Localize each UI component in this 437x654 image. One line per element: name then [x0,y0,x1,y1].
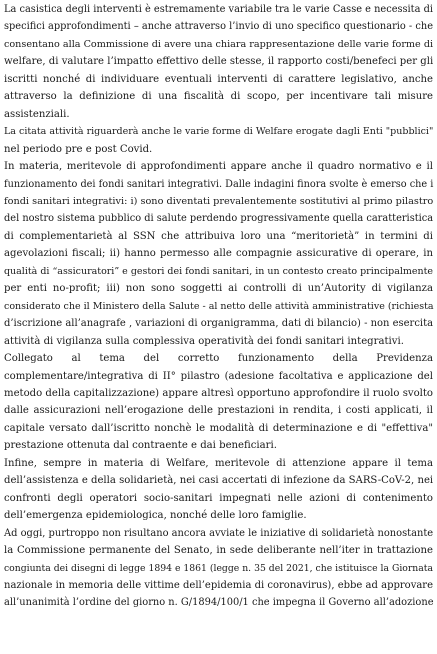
text-line: assistenziali. [4,108,70,120]
text-line: iscritti nonché di individuare eventuali interventi di carattere legislativo, anche [4,73,433,85]
text-line: specifici approfondimenti – anche attraverso l’invio di uno specifico questionario - che [4,21,433,33]
text-line: dell’emergenza epidemiologica, nonché delle loro famiglie. [4,510,307,522]
text-line: agevolazioni fiscali; ii) hanno permesso alle compagnie assicurative di operare, in [4,248,433,260]
text-line: dell’assistenza e della solidarietà, nei casi accertati di infezione da SARS-CoV-2, nei [4,475,434,487]
text-line: qualità di “assicuratori” e gestori dei fondi sanitari, in un contesto creato principalmente [4,265,433,277]
text-line: consentano alla Commissione di avere una chiara rappresentazione delle varie forme di [4,38,434,50]
text-line: nazionale in memoria delle vittime dell’epidemia di coronavirus), ebbe ad approvare [4,579,433,591]
text-line: considerato che il Ministero della Salute - al netto delle attività amministrative (richiesta [4,300,434,312]
text-line: congiunta dei disegni di legge 1894 e 1861 (legge n. 35 del 2021, che istituisce la Giornata [4,562,433,574]
paragraph-previdenza [4,350,433,455]
text-line: In materia, meritevole di approfondimenti appare anche il quadro normativo e il [4,161,433,173]
text-line: complementare/integrativa di II° pilastro (adesione facoltativa e applicazione del [4,370,433,382]
document-page [4,1,433,612]
paragraph-iniziative [4,525,433,612]
text-line: fondi sanitari integrativi: i) sono diventati prevalentemente sostitutivi al primo pilastro [4,195,434,207]
text-line: la Commissione permanente del Senato, in sede deliberante nell’iter in trattazione [4,545,433,557]
text-line: Infine, sempre in materia di Welfare, meritevole di attenzione appare il tema [4,457,433,469]
text-line: attraverso la definizione di una fiscalità di scopo, per incentivare tali misure [4,91,433,103]
text-line: funzionamento dei fondi sanitari integrativi. Dalle indagini finora svolte è emerso che i [4,178,434,190]
text-line: La casistica degli interventi è estremamente variabile tra le varie Casse e necessita di [4,4,433,15]
text-line: welfare, di valutare l’impatto effettivo delle stesse, il rapporto costi/benefeci per gli [4,56,434,68]
text-line: capitale versato dall’iscritto nonchè le modalità di determinazione e di "effettiva" [4,422,433,434]
paragraph-welfare-enti [4,123,433,158]
text-line: metodo della capitalizzazione) appare altresì opportuno approfondire il ruolo svolto [4,387,434,399]
text-line: prestazione ottenuta dal contraente e dai beneficiari. [4,440,277,452]
paragraph-casistica [4,1,433,123]
text-line: per enti no-profit; iii) non sono soggetti ai controlli di un’Autority di vigilanza [4,283,433,295]
text-line: attività di vigilanza sulla complessiva operatività dei fondi sanitari integrativi. [4,335,404,347]
text-line: La citata attività riguarderà anche le varie forme di Welfare erogate dagli Enti "pubblici" [4,126,434,138]
text-line: d’iscrizione all’anagrafe , variazioni di organigramma, dati di bilancio) - non esercita [4,318,434,330]
paragraph-fondi-sanitari [4,158,433,350]
text-line: Collegato al tema del corretto funzionamento della Previdenza [4,353,433,365]
text-line: confronti degli operatori socio-sanitari impegnati nelle azioni di contenimento [4,492,433,504]
paragraph-solidarieta [4,455,433,525]
text-line: all’unanimità l’ordine del giorno n. G/1894/100/1 che impegna il Governo all’adozione [4,597,434,609]
text-line: del nostro sistema pubblico di salute perdendo progressivamente quella caratteristica [4,213,434,225]
text-line: di complementarietà al SSN che attribuiva loro una “meritorietà” in termini di [4,230,433,242]
text-line: Ad oggi, purtroppo non risultano ancora avviate le iniziative di solidarietà nonostante [4,527,434,539]
text-line: dalle assicurazioni nell’erogazione delle prestazioni in rendita, i costi applicati, il [4,405,433,417]
text-line: nel periodo pre e post Covid. [4,143,153,155]
